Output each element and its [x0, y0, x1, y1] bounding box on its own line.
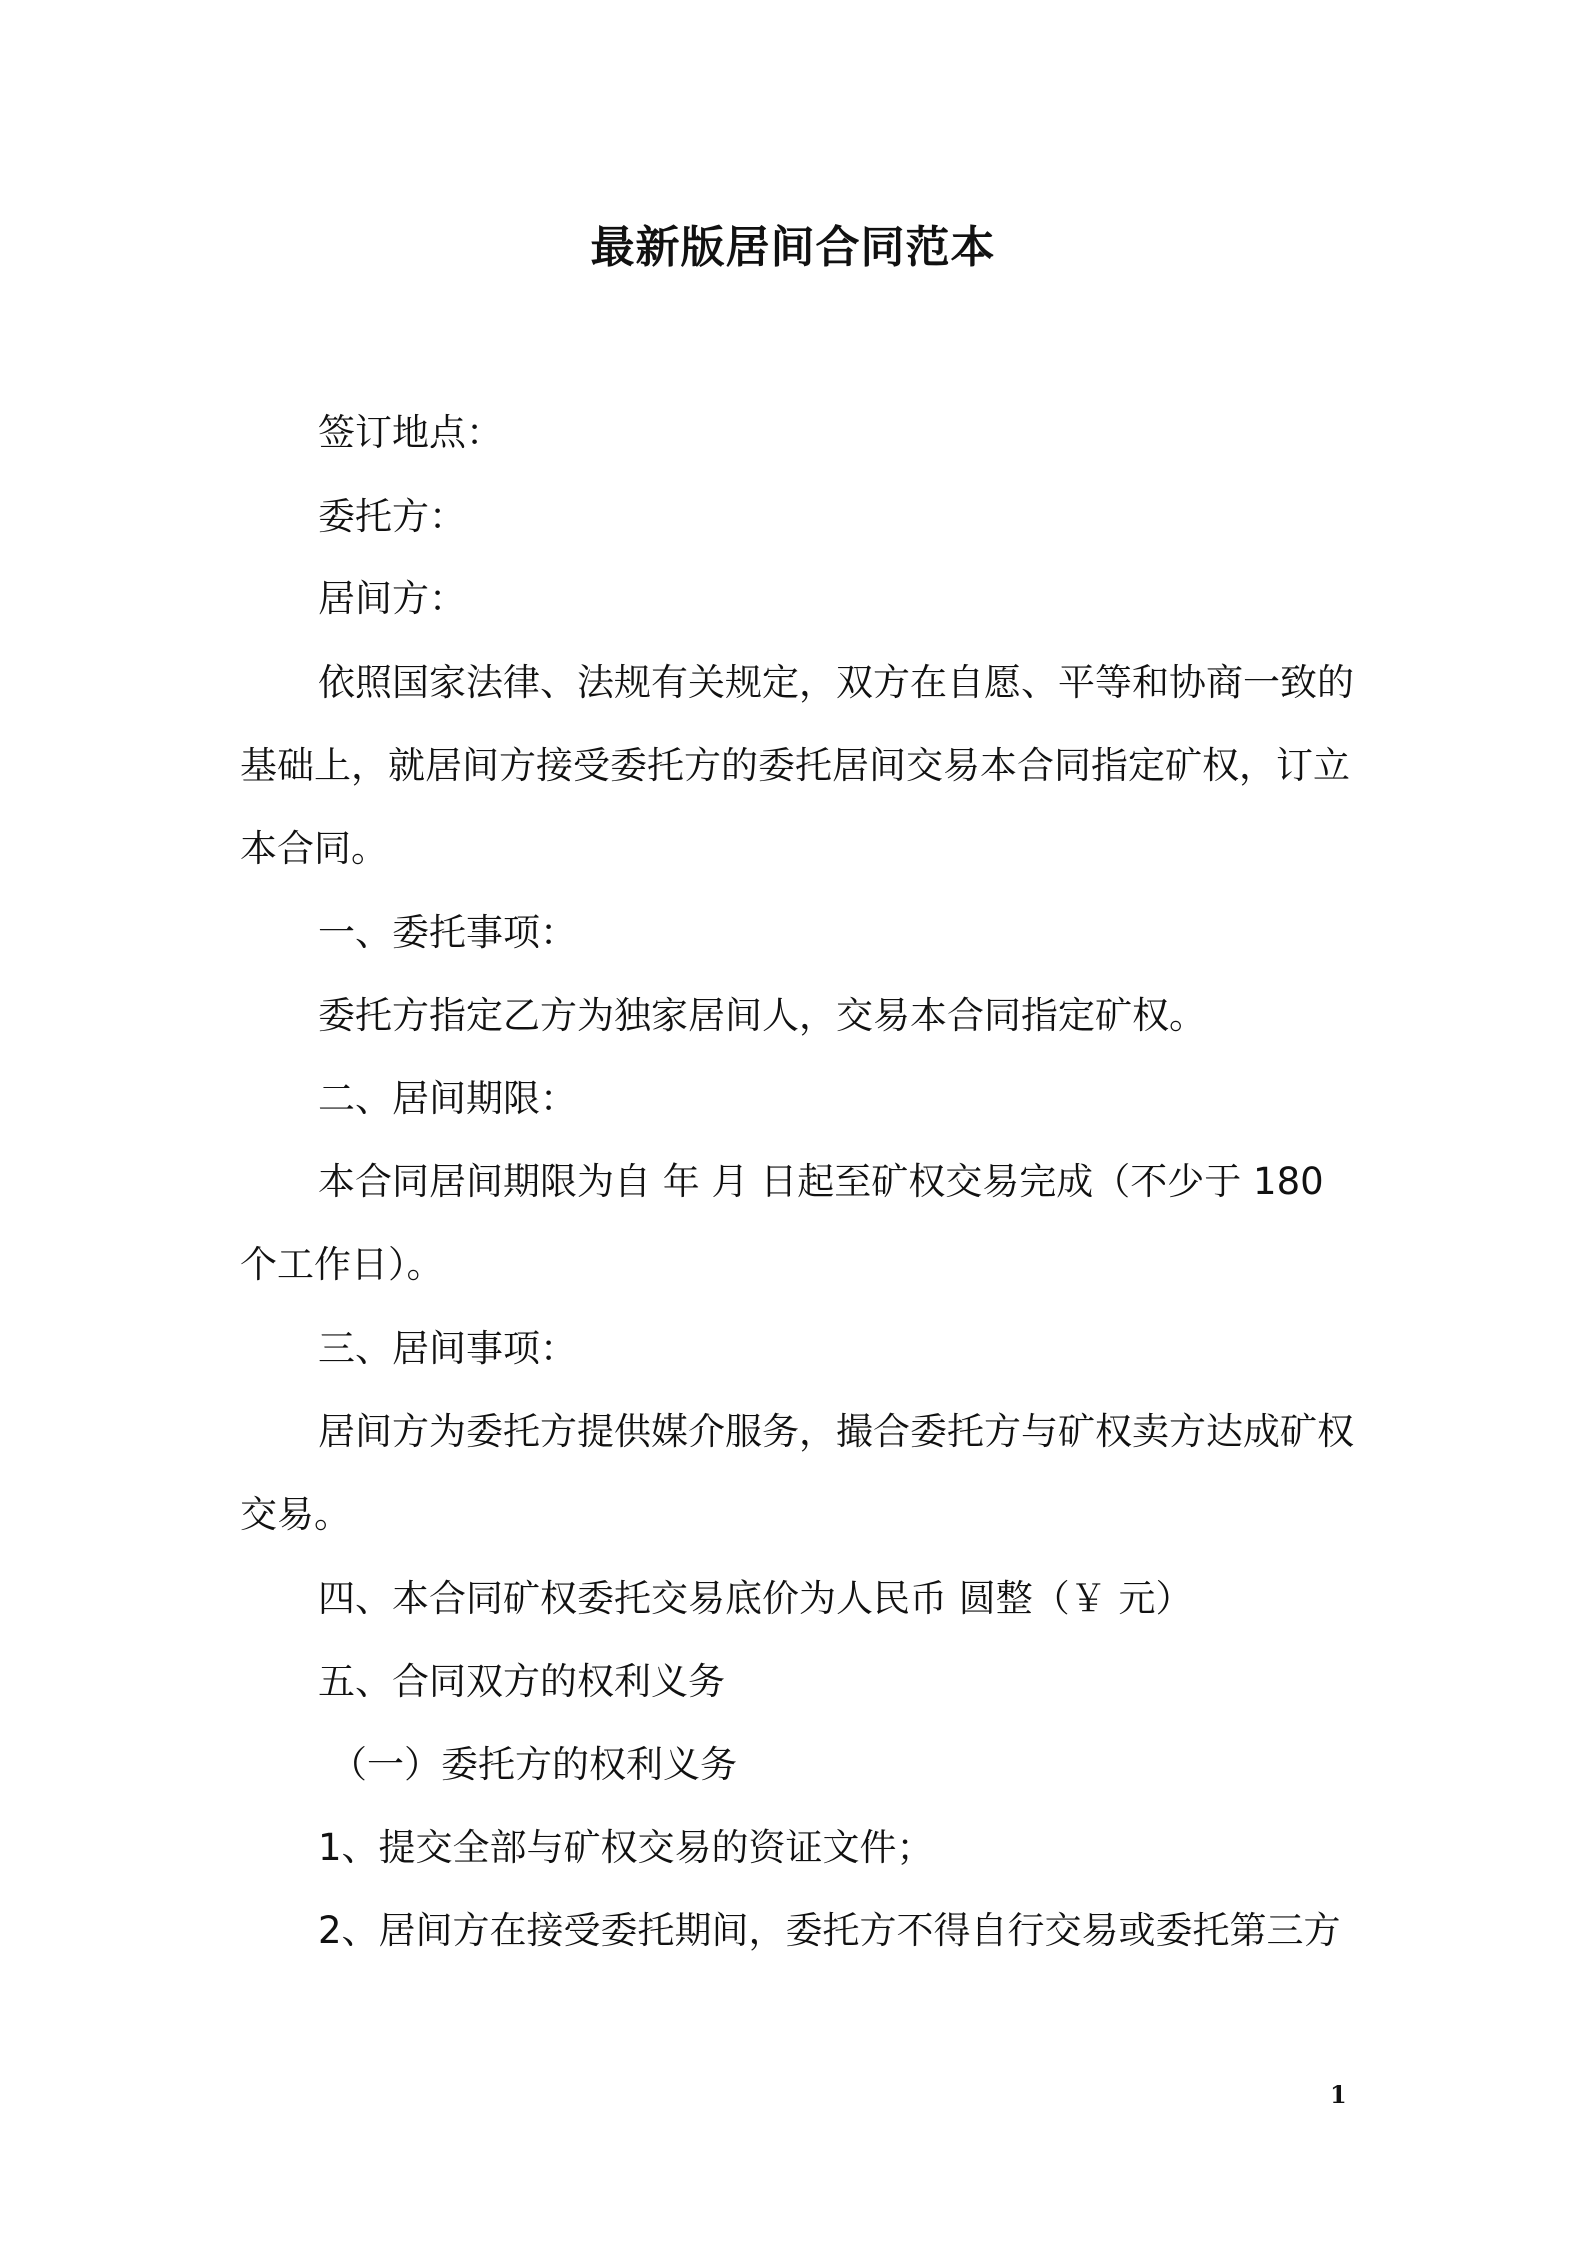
section-5-heading: 五、合同双方的权利义务: [318, 1660, 725, 1703]
clause-1-line: 1、提交全部与矿权交易的资证文件；: [318, 1826, 934, 1869]
signing-location-line: 签订地点：: [318, 411, 503, 454]
preamble-line-1: 依照国家法律、法规有关规定，双方在自愿、平等和协商一致的: [318, 661, 1354, 704]
subsection-1-heading: （一）委托方的权利义务: [330, 1743, 737, 1786]
section-4-line: 四、本合同矿权委托交易底价为人民币 圆整（￥ 元）: [318, 1577, 1193, 1620]
section-2-body-line-1: 本合同居间期限为自 年 月 日起至矿权交易完成（不少于 180: [318, 1160, 1324, 1203]
section-3-body-line-1: 居间方为委托方提供媒介服务，撮合委托方与矿权卖方达成矿权: [318, 1410, 1354, 1453]
page-number: 1: [1330, 2080, 1347, 2109]
clause-2-line: 2、居间方在接受委托期间，委托方不得自行交易或委托第三方: [318, 1909, 1341, 1952]
section-2-body-line-2: 个工作日）。: [240, 1243, 444, 1286]
section-3-body-line-2: 交易。: [240, 1493, 351, 1536]
section-3-heading: 三、居间事项：: [318, 1327, 577, 1370]
section-1-body: 委托方指定乙方为独家居间人，交易本合同指定矿权。: [318, 994, 1206, 1037]
preamble-line-2: 基础上，就居间方接受委托方的委托居间交易本合同指定矿权，订立: [240, 744, 1350, 787]
document-title: 最新版居间合同范本: [590, 222, 996, 273]
intermediary-party-line: 居间方：: [318, 577, 466, 620]
section-2-heading: 二、居间期限：: [318, 1077, 577, 1120]
client-party-line: 委托方：: [318, 495, 466, 538]
section-1-heading: 一、委托事项：: [318, 911, 577, 954]
preamble-line-3: 本合同。: [240, 827, 388, 870]
